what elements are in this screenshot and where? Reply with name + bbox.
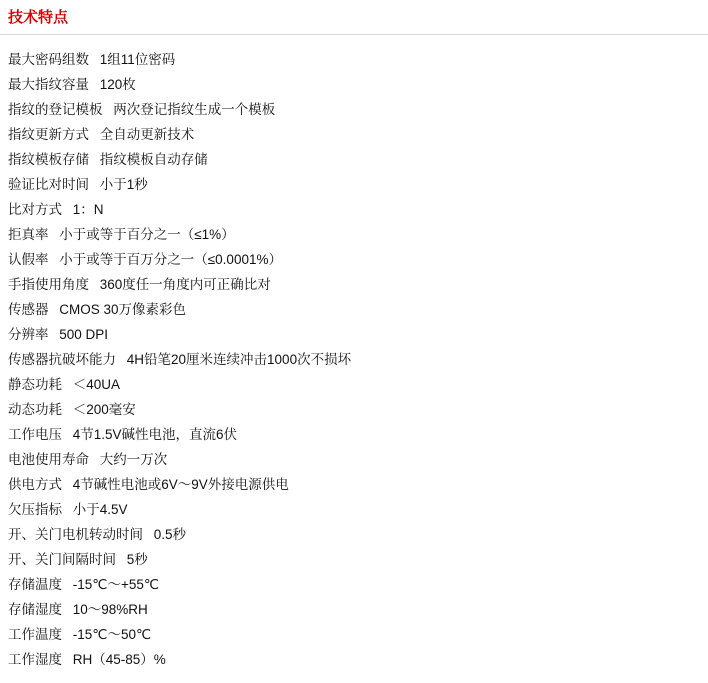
spec-value: 5秒 xyxy=(126,552,148,567)
spec-label: 工作湿度 xyxy=(8,652,62,667)
title-divider xyxy=(0,34,708,35)
spec-value: 小于或等于百万分之一（≤0.0001%） xyxy=(59,252,282,267)
spec-label: 传感器抗破坏能力 xyxy=(8,352,116,367)
spec-label: 开、关门电机转动时间 xyxy=(8,527,143,542)
spec-label: 指纹更新方式 xyxy=(8,127,89,142)
spec-label: 传感器 xyxy=(8,302,49,317)
list-item xyxy=(8,472,708,497)
spec-value: 小于或等于百分之一（≤1%） xyxy=(59,227,235,242)
spec-label: 供电方式 xyxy=(8,477,62,492)
spec-value: 500 DPI xyxy=(59,327,109,342)
spec-label: 存储湿度 xyxy=(8,602,62,617)
list-item xyxy=(8,622,708,647)
spec-value: 120枚 xyxy=(99,77,136,92)
spec-value: 0.5秒 xyxy=(153,527,187,542)
list-item xyxy=(8,347,708,372)
spec-value: ＜200毫安 xyxy=(72,402,136,417)
list-item xyxy=(8,272,708,297)
spec-value: 大约一万次 xyxy=(99,452,168,467)
spec-value: 小于4.5V xyxy=(72,502,128,517)
spec-value: 10～98%RH xyxy=(72,602,148,617)
list-item xyxy=(8,522,708,547)
spec-label: 最大密码组数 xyxy=(8,52,89,67)
spec-list xyxy=(0,47,708,672)
spec-label: 静态功耗 xyxy=(8,377,62,392)
list-item xyxy=(8,147,708,172)
spec-label: 动态功耗 xyxy=(8,402,62,417)
spec-label: 分辨率 xyxy=(8,327,49,342)
spec-label: 验证比对时间 xyxy=(8,177,89,192)
spec-value: RH（45-85）% xyxy=(72,652,166,667)
list-item xyxy=(8,372,708,397)
spec-value: -15℃～+55℃ xyxy=(72,577,159,592)
spec-label: 认假率 xyxy=(8,252,49,267)
spec-label: 存储温度 xyxy=(8,577,62,592)
list-item xyxy=(8,97,708,122)
spec-value: 4节碱性电池或6V～9V外接电源供电 xyxy=(72,477,289,492)
spec-label: 开、关门间隔时间 xyxy=(8,552,116,567)
spec-label: 手指使用角度 xyxy=(8,277,89,292)
spec-value: 360度任一角度内可正确比对 xyxy=(99,277,271,292)
spec-label: 最大指纹容量 xyxy=(8,77,89,92)
spec-label: 指纹的登记模板 xyxy=(8,102,103,117)
list-item xyxy=(8,547,708,572)
spec-label: 工作电压 xyxy=(8,427,62,442)
spec-value: 全自动更新技术 xyxy=(99,127,195,142)
list-item xyxy=(8,322,708,347)
spec-value: 4节1.5V碱性电池，直流6伏 xyxy=(72,427,238,442)
list-item xyxy=(8,497,708,522)
page-title: 技术特点 xyxy=(8,9,69,26)
spec-label: 电池使用寿命 xyxy=(8,452,89,467)
list-item xyxy=(8,647,708,672)
list-item xyxy=(8,597,708,622)
spec-value: ＜40UA xyxy=(72,377,121,392)
spec-value: 两次登记指纹生成一个模板 xyxy=(113,102,276,117)
list-item xyxy=(8,172,708,197)
list-item xyxy=(8,297,708,322)
list-item xyxy=(8,422,708,447)
spec-value: 小于1秒 xyxy=(99,177,148,192)
list-item xyxy=(8,447,708,472)
spec-label: 欠压指标 xyxy=(8,502,62,517)
list-item xyxy=(8,72,708,97)
list-item xyxy=(8,197,708,222)
list-item xyxy=(8,572,708,597)
spec-value: -15℃～50℃ xyxy=(72,627,152,642)
list-item xyxy=(8,247,708,272)
spec-value: 指纹模板自动存储 xyxy=(99,152,208,167)
list-item xyxy=(8,47,708,72)
spec-label: 指纹模板存储 xyxy=(8,152,89,167)
list-item xyxy=(8,222,708,247)
spec-label: 比对方式 xyxy=(8,202,62,217)
spec-value: 4H铅笔20厘米连续冲击1000次不损坏 xyxy=(126,352,352,367)
spec-value: 1：N xyxy=(72,202,104,217)
list-item xyxy=(8,397,708,422)
spec-value: CMOS 30万像素彩色 xyxy=(59,302,187,317)
spec-label: 工作温度 xyxy=(8,627,62,642)
spec-value: 1组11位密码 xyxy=(99,52,176,67)
list-item xyxy=(8,122,708,147)
spec-label: 拒真率 xyxy=(8,227,49,242)
